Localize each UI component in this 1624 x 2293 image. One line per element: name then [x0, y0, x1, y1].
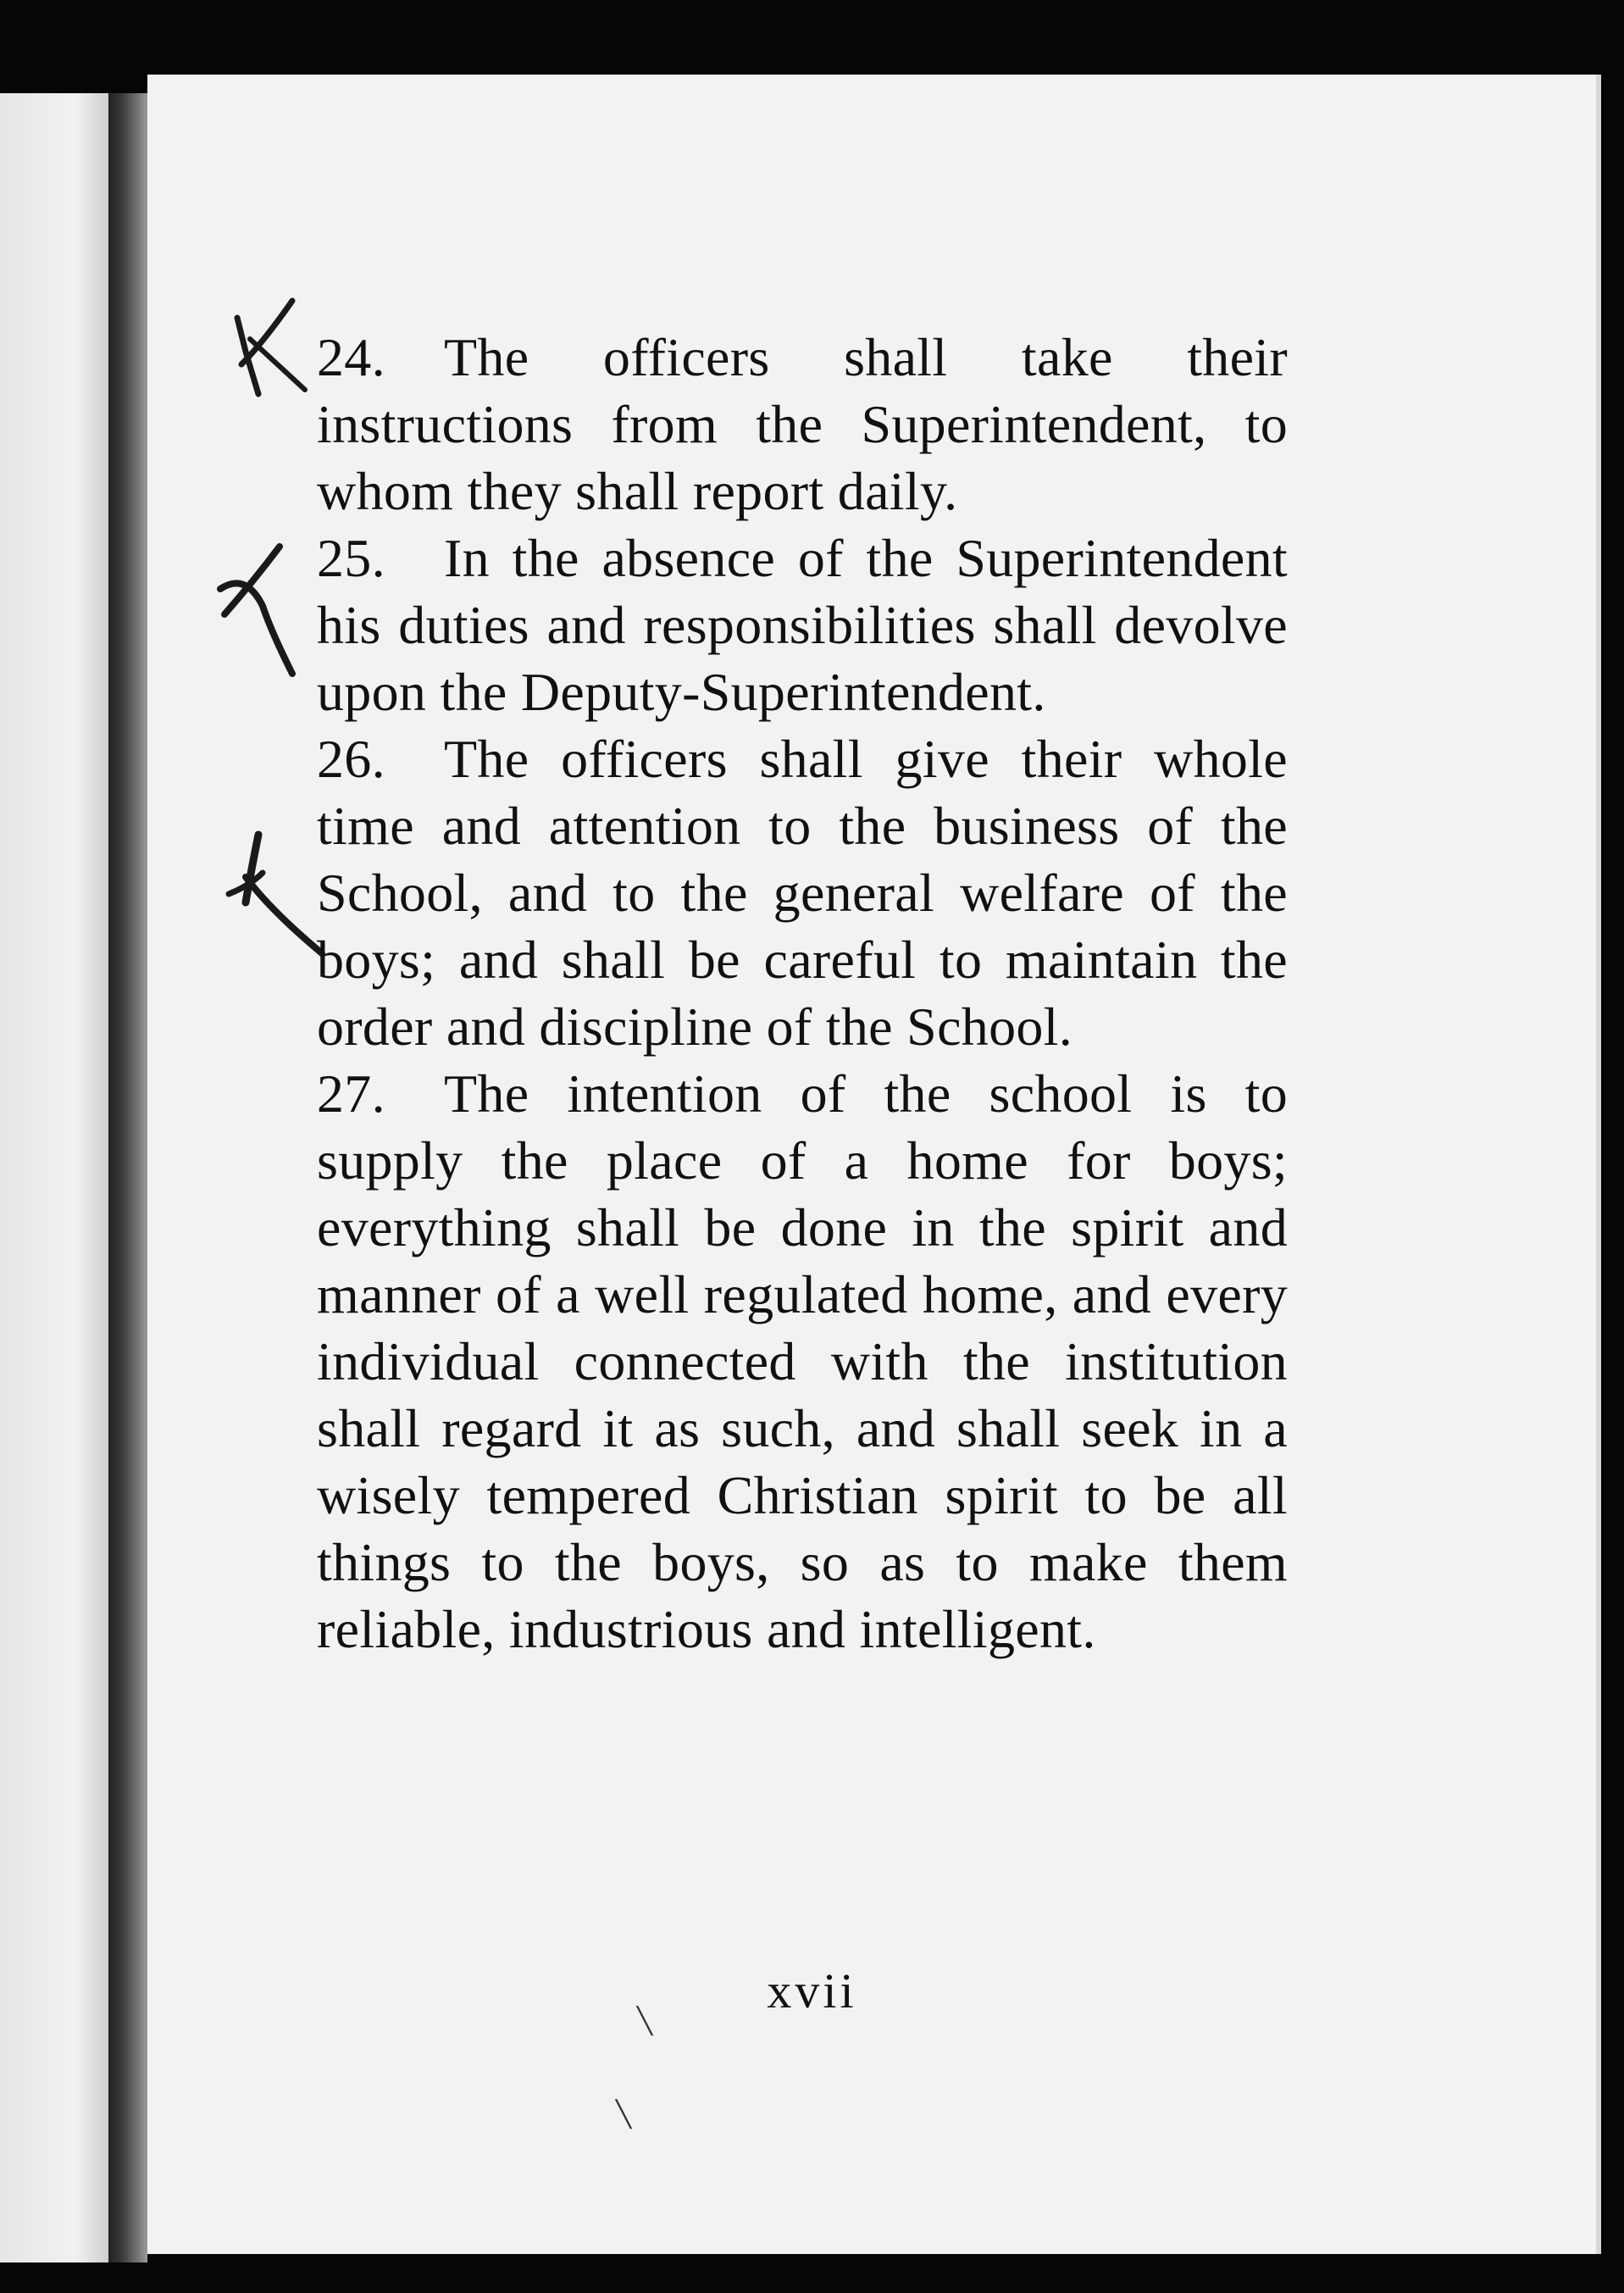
paragraph-number: 24. — [317, 327, 385, 387]
paragraph-26 — [317, 725, 1288, 1060]
paragraph-24 — [317, 324, 1288, 525]
facing-page-edge — [0, 93, 108, 2262]
handwritten-x-mark-3 — [212, 826, 330, 970]
paragraph-text: The intention of the school is to supply the place of a home for boys; everything shall be done in the spirit and manner of a well regulated home, and every individual connected with the institution shall regard it as such, and shall seek in a wisely tempered Christian spirit to be all things to the boys, so as to make them reliable, industrious and intelligent. — [317, 1063, 1288, 1659]
paragraph-text: In the absence of the Superintendent his duties and responsibilities shall devolve upon the Deputy-Superintendent. — [317, 528, 1288, 722]
paragraph-27 — [317, 1060, 1288, 1663]
paragraph-text: The officers shall give their whole time and attention to the business of the School, and to the general welfare of the boys; and shall be careful to maintain the order and discipline of the School. — [317, 729, 1288, 1057]
ink-speck: ╲ — [616, 2100, 632, 2129]
book-gutter — [108, 93, 147, 2262]
paragraph-number: 25. — [317, 528, 385, 588]
paragraph-25 — [317, 525, 1288, 725]
paragraph-text: The officers shall take their instructions from the Superintendent, to whom they shall report daily. — [317, 327, 1288, 521]
handwritten-x-mark-1 — [229, 292, 313, 419]
paragraph-number: 27. — [317, 1063, 385, 1124]
handwritten-x-mark-2 — [212, 538, 313, 682]
paragraph-number: 26. — [317, 729, 385, 789]
page-number: xvii — [767, 1963, 857, 2018]
body-text — [317, 324, 1288, 1663]
ink-speck: ╲ — [637, 2007, 653, 2036]
